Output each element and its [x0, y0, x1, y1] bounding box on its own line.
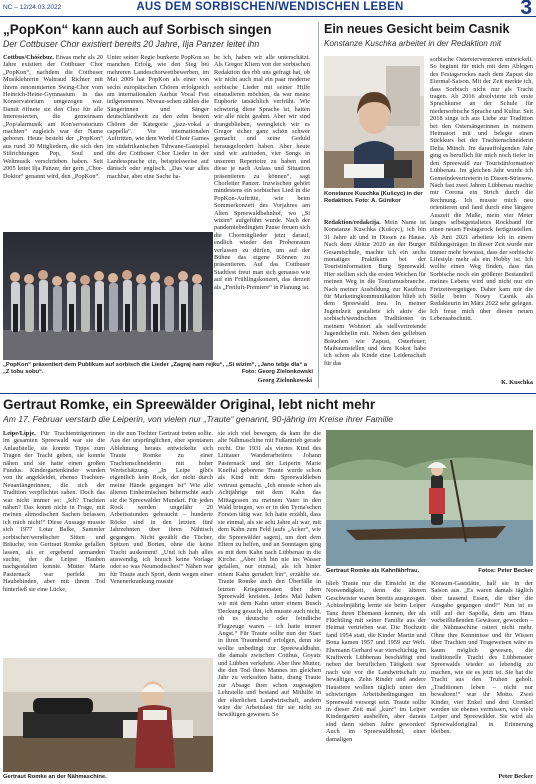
- article-casnik-title: Ein neues Gesicht beim Casnik: [324, 22, 510, 36]
- article-casnik-col1: Redaktion/redakcija. Mein Name ist Konstanze Kuschka (Kušcyc), ich bin 31 Jahre alt und in Dissen zu Hause. Nach dem Abitur 2020 an der Burger Gesamtschule, machte ich ein sechs monatiges Praktikum bei der Touristinformation Burg Spreewald. Hier stellten sich die ersten Weichen für meinen Weg in die Tourismusbranche. Nach meiner Ausbildung zur Kauffrau für Marketingkommunikation blieb ich dem Spreewald treu. In meiner Jugendzeit gestaltete ich aktiv die sorbisch/wendischen Traditionen in meinem Wohnort als stellvertretende Jugendchefin mit. Neben den geliebten Bräuchen wie Zapust, Osterfeuer, Maibaumstellen und dem Kokot habe ich schon als Kinde eine Leidenschaft für das: [324, 219, 426, 367]
- article-romke-col4: blieb Traute nur die Einsicht in die Notwendigkeit, denn die älteren Geschwister waren bereits ausgezogen. Achtzehnjährig lernte sie beim Leiper Tanz ihren Ehemann kennen, der als Flüchtling mit seiner Familie aus der Heimat vertrieben war. Die Hochzeit fand 1954 statt, die Kinder Martin und Bona kamen 1957 und 1959 zur Welt. Ehemann Gerhard war vierschichtig im Kraftwerk Lübbenau beschäftigt und neben der beruflichen Tätigkeit war nach wie vor die Landwirtschaft zu bewältigen. Zehn Rinder und andere Haustiere wollten täglich unter den schwierigen Arbeitsbedingungen im Spreewald versorgt sein. Traute sollte in dieser Zeit mal „kurz“ im Leiper Kindergarten aushelfen, aber daraus sind dann sieben Jahre geworden! Auch im Spreewaldhotel, einer damaligen: [326, 580, 426, 743]
- article-casnik-subtitle: Konstanze Kuschka arbeitet in der Redaktion mit: [324, 39, 502, 48]
- romke-kahn-caption: [326, 568, 533, 576]
- article-popkon-col3-top: be ich, haben wir alle unterschätzt. Als Gregor Kliem von der sorbischen Redaktion des rbb uns gefragt hat, ob wir nicht auch mal ein paar moderne sorbische Lieder mit seiner Hilfe einstudieren möchten, da war meine Euphorie tatsächlich verfrüht. Wie schwierig diese Sprache ist, hatten wir alle nicht geahnt. Aber wir sind drangeblieben, wenngleich wir es Gregor sicher ganz schön schwer gemacht und seine Geduld herausgefordert haben. Aber heute sind wir aufrieden, vier Songs in unserem Repertoire zu haben und diese je nach Anlass und Situation präsentieren zu können“, sagt Chorleiter Panzer. Inzwischen gehört mindestens ein sorbisches Lied in die PopKon-Auftritte, wie beim Sommerkonzert des Vorjahres am Alten Spreewaldbahnhof, wo „Si wizim“ aufgeführt wurde. Nach der pandemiebedingten Pause freuen sich die Chormitglieder jetzt darauf, endlich wieder den Probenraum verlassen zu dürfen, um auf der Bühne das eigene Können zu präsentieren. Auf das Cottbuser Stadtfest freut man sich genauso wie auf ein Frühlingskonzert, das derzeit als „Freiluft-Premiere“ in Planung ist.: [214, 54, 310, 291]
- popkon-choir-photo: [3, 232, 213, 360]
- page-number: 3: [520, 0, 532, 19]
- article-romke-subtitle: Am 17. Februar verstarb die Leiperin, von vielen nur „Traute“ genannt, 90-jährig im Kreise ihrer Familie: [3, 414, 394, 424]
- popkon-photo-credit: Foto: Georg Zielonkowski: [241, 368, 313, 375]
- romke-photo-credit: Fotos: Peter Becker: [478, 568, 533, 574]
- popkon-author: Georg Zielonkowski: [257, 377, 312, 384]
- article-casnik-col2: sorbische Ostereierverzieren entwickelt. So beginnt für mich mit dem Ablegen des Festagsrockes nach dem Zapust die Eiermal-Saison. Mit der Zeit merkte ich, dass Sorbisch nicht nur als Tracht tragen. Ab 2016 absolvierte ich erste Sprachkurse an der Schule für niedersorbische Sprache und Kultur. Seit 2018 singe ich aus Liebe zur Tradition bei den Ostersängerinnen in meinem Heimatort mit und belegte einen Stickkurs bei der Trachtenschneiderin Delia Münch. Im darauffolgenden Jahr ging es beruflich für mich noch tiefer in den Spreewald zur Touristinformation Lübbenau. Im gleichen Jahr wurde ich Gemeindevertreterin in Dissen-Striesow. Nach fast zwei Jahren Lübbenau machte mir Corona ein Strich durch die Rechnung. Ich musste mich neu orientieren und fand durch eine längere Auszeit die Muße, mein vier Meter langes selbstgestaltetes Rockband für einen neuen Festagsrock fertigzustellen. Ab Juni 2021 arbeitete ich in einem Bildungsträger. In dieser Zeit wurde mir immer mehr bewusst, dass der sorbische Lifestyle mehr als ein Hobby ist. Ich wollte einen Weg finden, dass das Sorbische noch ein größerer Bestandteil meines Lebens wird und nicht nur ein Freizeitvergnügen. Daher kam mir die Stelle beim Nowy Casnik als Redakteurin im März 2022 sehr gelegen. Ich freue mich über diesen neuen Lebensabschnitt.: [430, 56, 534, 323]
- romke-kahn-photo: [326, 430, 533, 566]
- article-popkon-subtitle: Der Cottbuser Chor existiert bereits 20 Jahre, Ilja Panzer leitet ihn: [3, 39, 260, 49]
- kuschka-caption-text: Konstanze Kuschka (Kušcyc) in der Redaktion.: [324, 191, 423, 204]
- article-separator: [0, 393, 536, 394]
- popkon-caption-text: „PopKon“ präsentiert dem Publikum auf sorbisch die Lieder „Zagraj nam rejku“, „Si wizim“, „Jano tebje dla“ a „Z tobu sobu“.: [3, 362, 308, 375]
- romke-caption1-text: Gertraut Romke als Kahnfährfrau.: [326, 568, 420, 574]
- column-divider: [318, 22, 319, 388]
- casnik-author: K. Kuschka: [501, 379, 533, 386]
- romke-sewing-caption: Gertraut Romke an der Nähmaschine.: [3, 774, 107, 780]
- article-romke-col3: sie sich viel bewegen, da kam ihr die alte Nähmaschine mit Fußantrieb gerade recht. Die 1931 als viertes Kind des Lititauer Wanderarbeiters Johann Pasternack und der Leiperin Marie Kneffal geborene Traute wurde schon als Kind mit dem Spreewaldleben vertraut gemacht. „Ich musste schon als Achtjährige mit dem Kahn das Mittagessen zu meinem Vater in den Wald bringen, wo er in den Tyrna'schen Forsten tätig war. Ich hatte erzählt, dass sie einmal, als sie acht Jahre alt war, mit dem Kahn zum Feld (aufs „Acker“, wie die Spreewälder sagen), um dort dem Eltern zu helfen, und an Sonntagen ging es mit dem Kahn nach Lübbenau in die Kirche. „Aber ich bin nie ins Wasser gefallen, nur einmal, als ich hinter einem Kahn gerudert bin“, erzählte sie. Traute Romke auch den Überfälle in letzten Kriegsmonaten über dem Spreewald kreisten. Jedes Mal haben wir mit dem Kahn unter einem Busch Deckung gesucht, ich musste auch nicht, ob es deutsche oder feindliche Flugzeuge waren – ich hatte immer Angst.“ Für Traute sollte nun der Start in ihren Traumberuf erfolgen, denn sie wollte unbedingt zur Spreewaldbahn, die damals zwischen Cottbus, Goyatz und Lübben verkehrte. Aber ihre Mutter, die den Tod ihres Mannes im gleichen Jahr zu verkraften hatte, drang Traute zur Absage ihrer schon zugesagten Lehrstelle und bestand auf Mithilfe in der elterlichen Landwirtschaft, andern wäre die Arbeitslast für sie nicht zu bewältigen gewesen. So: [218, 430, 321, 719]
- kuschka-photo-credit: Foto: A. Günikor: [355, 197, 401, 204]
- romke-author: Peter Becker: [498, 773, 533, 780]
- article-popkon-col3-bottom: [216, 230, 310, 356]
- kuschka-portrait-photo: [324, 56, 424, 188]
- article-romke-col5: Konsum-Gaststätte, half sie in der Saison aus. „Es waren damals täglich über tausend Essen, die über die Ausgabe gegangen sind!“ Nun ist es still auf der Sapolla, dem am Haus vorbeifließenden Gewässer, geworden – die Nähmaschine rattert nicht mehr. Ohne ihre Kenntnisse und ihr Wissen über Trachten und Trageweisen wäre es kaum möglich gewesen, die traditionelle Tracht des Lübbenauer Spreewalds wieder so lebendig zu machen, wie sie es jetzt ist. Sie hat die Tracht aus den Truhen geholt. „Traditionen leben – nicht nur bewahren!“ war ihr Motto. Zwei Kinder, vier Enkel und drei Urenkel werden sie ebenso vermissen, wie viele Leiper und Spreewälder. Sie wird als Spreewaldoriginal in Erinnerung bleiben.: [431, 580, 533, 736]
- issue-label: NC – 12/24.03.2022: [3, 4, 62, 11]
- section-title: AUS DEM SORBISCHEN/WENDISCHEN LEBEN: [136, 1, 404, 13]
- page-header: [0, 0, 536, 17]
- romke-sewing-photo: [3, 658, 213, 772]
- kuschka-photo-caption: [324, 191, 426, 215]
- article-romke-col2: in die nun Tochter Gertraut treten sollte. Aus der ursprünglichen, eher spontanen Ablehnung heraus entwickelte sich Traute Romke zu einer Trachtenschneiderin mit hoher Wertschätzung. „In Leipe gibt's eigentlich kein Rock, der nicht durch meine Hände gegangen ist“ Wie alle älteren Einheimischen beherrschte auch sie die Spreewälder Mundart. Für jeden Rock werden ungefähr 20 Arbeitsstunden gebraucht – hunderte Röcke sind in den letzten fünf Jahrzehnten über ihren Nähtisch gegangen. Nicht gezählt die Tücher, Spitzen und Borten, ohne die keine Tracht auskommt! „Und ich hab alles auswendig, ich brauch keine Vorlage oder so was Neumodisches!“ Nähen war für Traute auch Sport, denn wegen einer Venenerkrankung musste: [110, 430, 213, 586]
- article-romke-col1: Leipe/Lipje. Für Trachtenträgerinnen im gesamten Spreewald war sie die Anlaufstelle, sie konnte Tipps zum Tragen der Tracht geben, sie konnte nähen und sie hatte einen großen Fundus. Kindergartenkinder wurden von ihr angekleidet, ebenso Trachten-Neuanfängerinnen, die sich der Tradition verpflichtet sahen. Doch das war nicht immer so: „Ich? Trachten nähen? Das konnt nicht in Frage, mit meinen altmodischen Sachen befassen ich mich nicht!“ Diese Aussage musste sich 1977 Lotar Balke, Sammler sorbischer/wendischer Sitten und Bräuche, von Gertraut Romke gefallen lassen, als er ergebend anmanden suchte, der die Leiper Hauben nachgestalten konnte. Mutter Marie Pasternack war perfekt im Haubebinden, aber mit ihrem Tod hinterließ sie eine Lücke,: [3, 430, 105, 593]
- article-popkon-col1: Cottbus/Chóśebuz. Etwas mehr als 20 Jahre existiert der Cottbuser Chor „PopKon“, nachdem die Cottbuser Musiklehrerin Waltraud Richter mit ihrem renommierten Swing-Chor vom Heinrich-Heine-Gymnasium in das Konservatorium umgezogen war. Damit öffnete sie den Chor für alle Interessierten, die gemeinsam „Pop/alarmusik am Kon'servatorium machten“ zugleich war der Name geboren. Heute besteht der „PopKon“ aus rund 30 Mitgliedern, die sich den Stilrichtungen Pop, Soul und Weltmusik verschrieben haben. Seit 2005 leitet Ilja Panzer, der gern „Chor-Doktor“ genannt wird, den „PopKon“.: [3, 54, 103, 180]
- article-popkon-title: „PopKon“ kann auch auf Sorbisch singen: [3, 22, 272, 37]
- article-popkon-col2: Unter seiner Regie bunkerte PopKon so manchen Erfolg, wie den Sieg bei mehreren Landeschorwettbewerben, im Mai 2009 hat PopKon als einer von sechs europäischen Chören erfolgreich am internationalen Aarhus Vocal Fest teilgenommen. Niveau-schen zählen die Sängerinnen und Sänger deutschlandweit zu den zehn besten Chören der Kategorie „jazz-vokal a cappella“. Vor internationalen Auftritten, wie dem World Choir Games im südafrikanischen Tshwane-Gastspiel übt der Cottbuser Chor Lieder in der Landessprache ein, beispielsweise auf dänisch oder englisch. „Das war alles machbar, aber eine Sache ha-: [107, 54, 209, 180]
- article-romke-title: Gertraut Romke, ein Spreewälder Original, lebt nicht mehr: [3, 397, 376, 412]
